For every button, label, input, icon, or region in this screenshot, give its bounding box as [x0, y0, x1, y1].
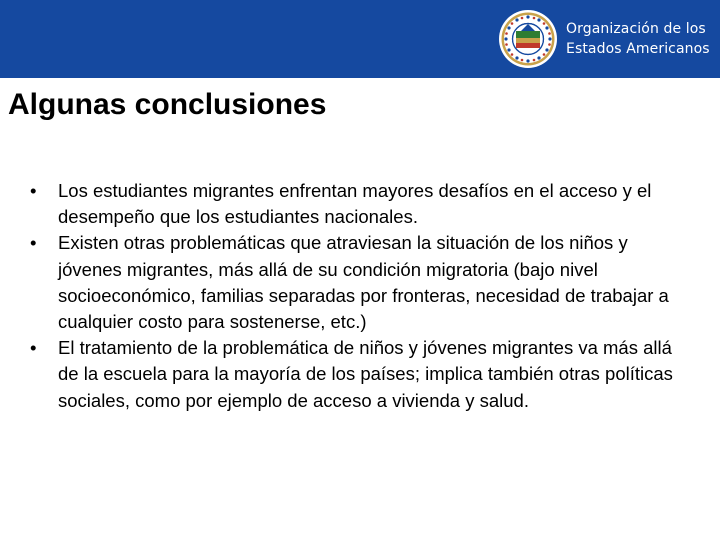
bullet-list — [30, 178, 692, 414]
organization-name — [566, 19, 710, 59]
bullet-icon: • — [30, 232, 37, 254]
bullet-text: Existen otras problemáticas que atraviesan la situación de los niños y jóvenes migrantes, más allá de su condición migratoria (bajo nivel socioeconómico, familias separadas por fronteras, necesidad de trabajar a cualquier costo para sostenerse, etc.) — [58, 232, 669, 333]
bullet-item — [30, 230, 692, 335]
slide-title: Algunas conclusiones — [8, 88, 327, 121]
bullet-item — [30, 335, 692, 414]
header-bar — [0, 0, 720, 78]
bullet-icon: • — [30, 180, 37, 201]
oas-seal-icon — [498, 9, 558, 69]
bullet-icon: • — [30, 337, 37, 359]
organization-name-line-1: Organización de los — [566, 21, 706, 37]
bullet-text: Los estudiantes migrantes enfrentan mayores desafíos en el acceso y el desempeño que los estudiantes nacionales. — [58, 180, 652, 228]
organization-name-line-2: Estados Americanos — [566, 41, 710, 57]
bullet-text: El tratamiento de la problemática de niños y jóvenes migrantes va más allá de la escuela para la mayoría de los países; implica también otras políticas sociales, como por ejemplo de acceso a vivienda y salud. — [58, 337, 673, 411]
bullet-item — [30, 178, 692, 230]
